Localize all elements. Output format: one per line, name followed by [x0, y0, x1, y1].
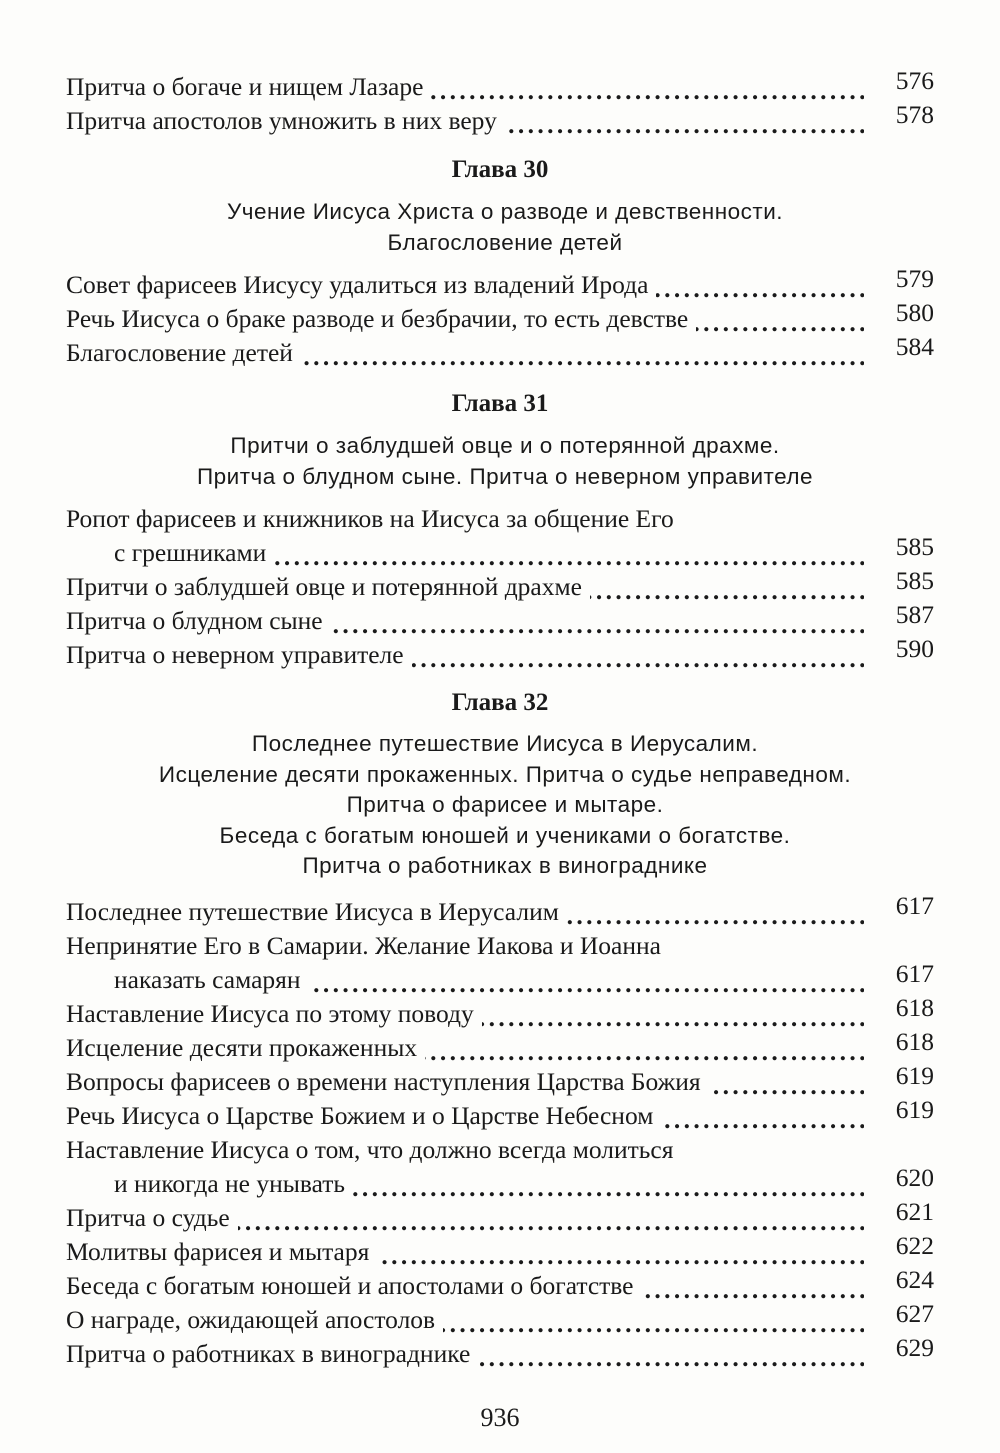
toc-entry[interactable] — [66, 502, 934, 570]
toc-entry[interactable] — [66, 332, 934, 370]
dot-leader — [567, 899, 864, 929]
chapter-subtitle — [100, 729, 910, 882]
chapter-subtitle-line: Благословение детей — [387, 229, 623, 255]
dot-leader — [274, 540, 864, 570]
toc-entry-title: Наставление Иисуса по этому поводу — [66, 999, 474, 1028]
toc-entry-page: 578 — [895, 100, 934, 129]
dot-leader — [642, 1273, 865, 1303]
dot-leader — [505, 108, 864, 138]
toc-entry-title-line: Ропот фарисеев и книжников на Иисуса за общение Его — [66, 502, 680, 536]
toc-entry[interactable] — [66, 264, 934, 302]
dot-leader — [412, 642, 864, 672]
dot-leader — [709, 1069, 864, 1099]
page-number: 936 — [480, 1403, 520, 1432]
dot-leader — [238, 1205, 864, 1235]
toc-entry-title: Притча о неверном управителе — [66, 640, 404, 669]
toc-entry[interactable] — [66, 929, 934, 997]
toc-entry[interactable] — [66, 1095, 934, 1133]
toc-entry[interactable] — [66, 1333, 934, 1371]
toc-entry-page: 620 — [895, 1163, 934, 1192]
chapter-subtitle-line: Притчи о заблудшей овце и о потерянной драхме. — [230, 433, 780, 458]
chapter-heading: Глава 32 — [451, 689, 549, 716]
toc-entry-title: и никогда не унывать — [114, 1169, 346, 1198]
toc-entry[interactable] — [66, 1265, 934, 1303]
toc-entry-title-line: Непринятие Его в Самарии. Желание Иакова и Иоанна — [66, 929, 667, 963]
toc-entry-page: 622 — [895, 1231, 934, 1260]
dot-leader — [377, 1239, 864, 1269]
chapter-subtitle — [100, 431, 910, 492]
chapter-entries — [66, 502, 934, 672]
chapter-subtitle-line: Притча о блудном сыне. Притча о неверном управителе — [196, 463, 814, 489]
dot-leader — [478, 1341, 864, 1371]
dot-leader — [661, 1103, 864, 1133]
toc-entry-title: Притча апостолов умножить в них веру — [66, 106, 497, 135]
toc-entry-title: Молитвы фарисея и мытаря — [66, 1237, 370, 1266]
toc-entry-title: Вопросы фарисеев о времени наступления Царства Божия — [66, 1067, 701, 1096]
toc-entry-title: Притча о богаче и нищем Лазаре — [66, 72, 424, 101]
toc-entry-page: 619 — [895, 1061, 934, 1090]
toc-entry-page: 618 — [895, 1027, 934, 1056]
dot-leader — [482, 1001, 864, 1031]
toc-entry-page: 585 — [895, 566, 934, 595]
toc-entry-title: наказать самарян — [114, 965, 301, 994]
toc-entry[interactable] — [66, 600, 934, 638]
toc-entry-page: 619 — [895, 1095, 934, 1124]
toc-entry[interactable] — [66, 66, 934, 104]
toc-entry-title-line: Наставление Иисуса о том, что должно всегда молиться — [66, 1133, 679, 1167]
toc-entry-page: 618 — [895, 993, 934, 1022]
toc-entry-page: 584 — [895, 332, 934, 361]
toc-entry[interactable] — [66, 1197, 934, 1235]
toc-entry[interactable] — [66, 1027, 934, 1065]
chapter-subtitle-line: Исцеление десяти прокаженных. Притча о судье неправедном. — [158, 761, 852, 787]
chapter-heading: Глава 30 — [451, 156, 549, 183]
chapter-subtitle-line: Беседа с богатым юношей и учениками о богатстве. — [219, 822, 791, 848]
toc-entry-page: 580 — [895, 298, 934, 327]
toc-entry-title: Беседа с богатым юношей и апостолами о богатстве — [66, 1271, 634, 1300]
dot-leader — [425, 1035, 864, 1065]
chapter-subtitle-line: Притча о фарисее и мытаре. — [346, 792, 664, 817]
toc-entry-title: Притчи о заблудшей овце и потерянной драхме — [66, 572, 582, 601]
dot-leader — [590, 574, 864, 604]
dot-leader — [443, 1307, 864, 1337]
toc-entry[interactable] — [66, 1299, 934, 1337]
toc-entry-title: Притча о блудном сыне — [66, 606, 323, 635]
toc-entry-title: Последнее путешествие Иисуса в Иерусалим — [66, 897, 559, 926]
toc-entry-page: 587 — [895, 600, 934, 629]
toc-entry-page: 617 — [895, 891, 934, 920]
toc-entry[interactable] — [66, 1231, 934, 1269]
toc-entry[interactable] — [66, 566, 934, 604]
chapter-subtitle — [100, 197, 910, 258]
dot-leader — [431, 74, 864, 104]
toc-entry-title: Речь Иисуса о браке разводе и безбрачии, то есть девстве — [66, 304, 689, 333]
toc-entry-title: Притча о работниках в винограднике — [66, 1339, 471, 1368]
toc-entry-title: Притча о судье — [66, 1203, 230, 1232]
chapter-entries — [66, 891, 934, 1371]
toc-entry[interactable] — [66, 634, 934, 672]
toc-section-continued — [66, 66, 934, 138]
dot-leader — [353, 1171, 864, 1201]
toc-entry-page: 590 — [895, 634, 934, 663]
toc-entry-page: 579 — [895, 264, 934, 293]
toc-entry-page: 621 — [895, 1197, 934, 1226]
dot-leader — [309, 967, 864, 997]
toc-entry-page: 624 — [895, 1265, 934, 1294]
chapter-heading: Глава 31 — [451, 390, 549, 417]
toc-entry[interactable] — [66, 100, 934, 138]
toc-entry-title: О награде, ожидающей апостолов — [66, 1305, 436, 1334]
chapter-subtitle-line: Притча о работниках в винограднике — [302, 853, 708, 878]
dot-leader — [696, 306, 864, 336]
toc-entry[interactable] — [66, 993, 934, 1031]
toc-entry[interactable] — [66, 298, 934, 336]
toc-entry-page: 617 — [895, 959, 934, 988]
toc-entry-page: 629 — [895, 1333, 934, 1362]
toc-entry[interactable] — [66, 891, 934, 929]
chapter-subtitle-line: Учение Иисуса Христа о разводе и девственности. — [226, 199, 784, 224]
chapter-subtitle-line: Последнее путешествие Иисуса в Иерусалим. — [251, 731, 759, 756]
toc-entry-title: Благословение детей — [66, 338, 293, 367]
toc-entry[interactable] — [66, 1061, 934, 1099]
toc-entry-page: 576 — [895, 66, 934, 95]
toc-entry-title: с грешниками — [114, 538, 267, 567]
dot-leader — [301, 340, 864, 370]
toc-entry-title: Исцеление десяти прокаженных — [66, 1033, 418, 1062]
toc-entry-page: 585 — [895, 532, 934, 561]
toc-entry-title: Речь Иисуса о Царстве Божием и о Царстве Небесном — [66, 1101, 654, 1130]
toc-entry[interactable] — [66, 1133, 934, 1201]
dot-leader — [656, 272, 864, 302]
toc-entry-page: 627 — [895, 1299, 934, 1328]
dot-leader — [331, 608, 864, 638]
toc-entry-title: Совет фарисеев Иисусу удалиться из владений Ирода — [66, 270, 649, 299]
chapter-entries — [66, 264, 934, 370]
